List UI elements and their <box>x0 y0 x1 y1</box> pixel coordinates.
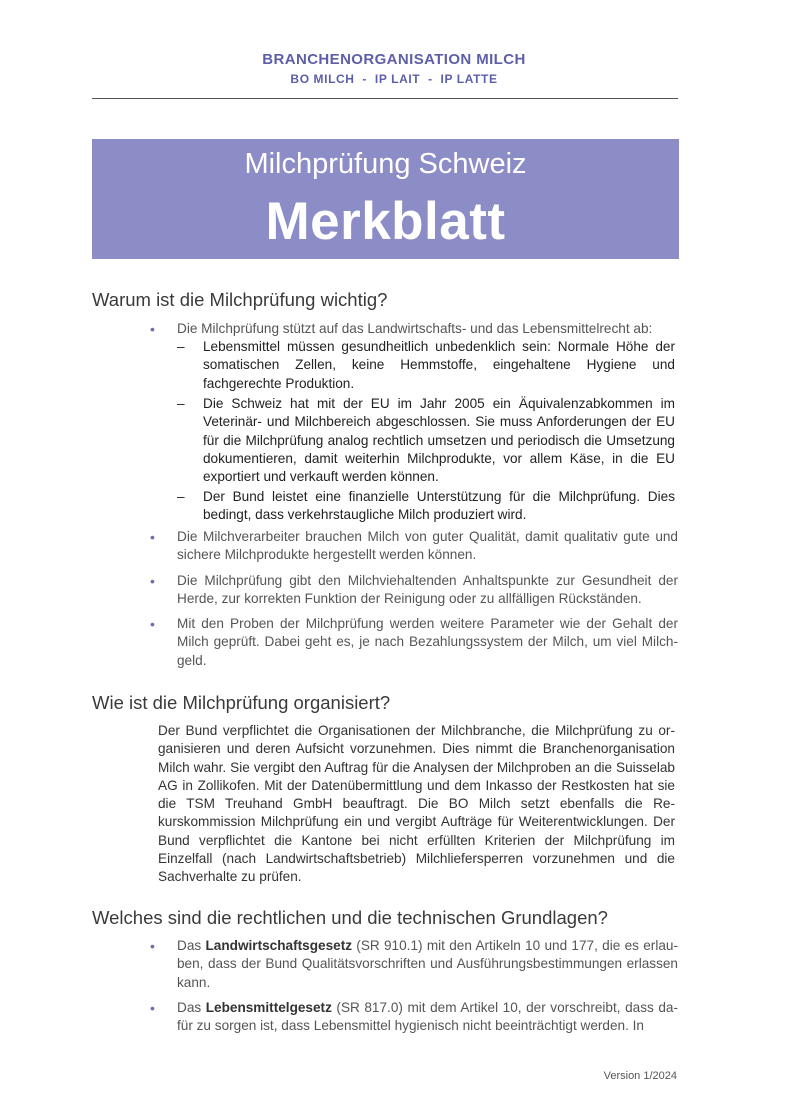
bullet-marker: • <box>150 321 155 337</box>
bullet-legal-basis: Die Milchprüfung stützt auf das Landwirtschafts- und das Lebensmittelrecht ab: <box>177 321 653 336</box>
bullet-marker: • <box>150 573 155 589</box>
law-name-agriculture: Landwirtschaftsgesetz <box>205 938 353 953</box>
bullet-parameters: Mit den Proben der Milchprüfung werden weitere Parameter wie der Gehalt der Milch geprüft. Dabei geht es, je nach Bezahlungssystem der Milch, um viel Milchgeld. <box>177 616 678 668</box>
bullet-agriculture-law: Das Landwirtschaftsgesetz (SR 910.1) mit den Artikeln 10 und 177, die es erlauben, dass der Bund Qualitätsvorschriften und Ausführungsbestimmungen erlassen kann. <box>177 938 678 990</box>
dash-marker: – <box>177 489 185 504</box>
org-title: BRANCHENORGANISATION MILCH <box>262 51 526 68</box>
sub-item-eu-agreement: Die Schweiz hat mit der EU im Jahr 2005 ein Äquivalenzabkommen im Veterinär- und Milchbereich abgeschlossen. Sie muss Anforderungen der EU für die Milchprüfung analog rechtlich umsetzen und periodisch die Umsetzung dokumentieren, damit weiterhin Milchprodukte, vor allem Käse, in die EU exportiert und verkauft werden können. <box>203 396 675 485</box>
title-banner <box>92 139 679 259</box>
section-heading-organisation: Wie ist die Milchprüfung organisiert? <box>92 692 391 713</box>
header-divider <box>92 98 678 99</box>
bullet-marker: • <box>150 1000 155 1016</box>
bullet-herd-health: Die Milchprüfung gibt den Milchviehaltenden Anhaltspunkte zur Gesundheit der Herde, zur korrekten Funktion der Reinigung oder zu allfälligen Rückständen. <box>177 573 678 607</box>
section-heading-legal-basis: Welches sind die rechtlichen und die technischen Grundlagen? <box>92 907 608 928</box>
dash-marker: – <box>177 339 185 354</box>
dash-marker: – <box>177 396 185 411</box>
bullet-marker: • <box>150 616 155 632</box>
page-title: Merkblatt <box>265 192 506 251</box>
organisation-paragraph: Der Bund verpflichtet die Organisationen der Milchbranche, die Milchprüfung zu organisieren und deren Aufsicht vorzunehmen. Dies nimmt die Branchenorganisation Milch wahr. Sie vergibt den Auftrag für die Analysen der Milchproben an die Suisselab AG in Zollikofen. Mit der Datenübermittlung und dem Inkasso der Restkosten hat sie die TSM Treuhand GmbH beauftragt. Die BO Milch setzt ebenfalls die Rekurskommission Milchprüfung ein und vergibt Aufträge für Weiterentwicklungen. Der Bund verpflichtet die Kantone bei nicht erfüllten Kriterien der Milchprüfung im Einzelfall (nach Landwirtschaftsbetrieb) Milchliefersperren vorzunehmen und die Sachverhalte zu prüfen. <box>158 723 675 885</box>
bullet-food-law: Das Lebensmittelgesetz (SR 817.0) mit dem Artikel 10, der vorschreibt, dass dafür zu sorgen ist, dass Lebensmittel hygienisch nicht beeinträchtigt werden. In <box>177 1000 678 1034</box>
bullet-marker: • <box>150 529 155 545</box>
version-label: Version 1/2024 <box>603 1070 677 1082</box>
section-heading-why: Warum ist die Milchprüfung wichtig? <box>92 289 388 310</box>
sub-item-food-safety: Lebensmittel müssen gesundheitlich unbedenklich sein: Normale Höhe der somatischen Zellen, keine Hemmstoffe, eingehaltene Hygiene und fachgerechte Produktion. <box>203 339 675 391</box>
bullet-marker: • <box>150 938 155 954</box>
sub-item-federal-support: Der Bund leistet eine finanzielle Unterstützung für die Milchprüfung. Dies bedingt, dass verkehrstaugliche Milch produziert wird. <box>203 489 675 523</box>
law-name-food: Lebensmittelgesetz <box>205 1000 332 1015</box>
org-subtitle: BO MILCH - IP LAIT - IP LATTE <box>290 72 498 86</box>
banner-subtitle: Milchprüfung Schweiz <box>244 148 527 180</box>
bullet-processors: Die Milchverarbeiter brauchen Milch von guter Qualität, damit qualitativ gute und sichere Milchprodukte hergestellt werden können. <box>177 529 678 563</box>
